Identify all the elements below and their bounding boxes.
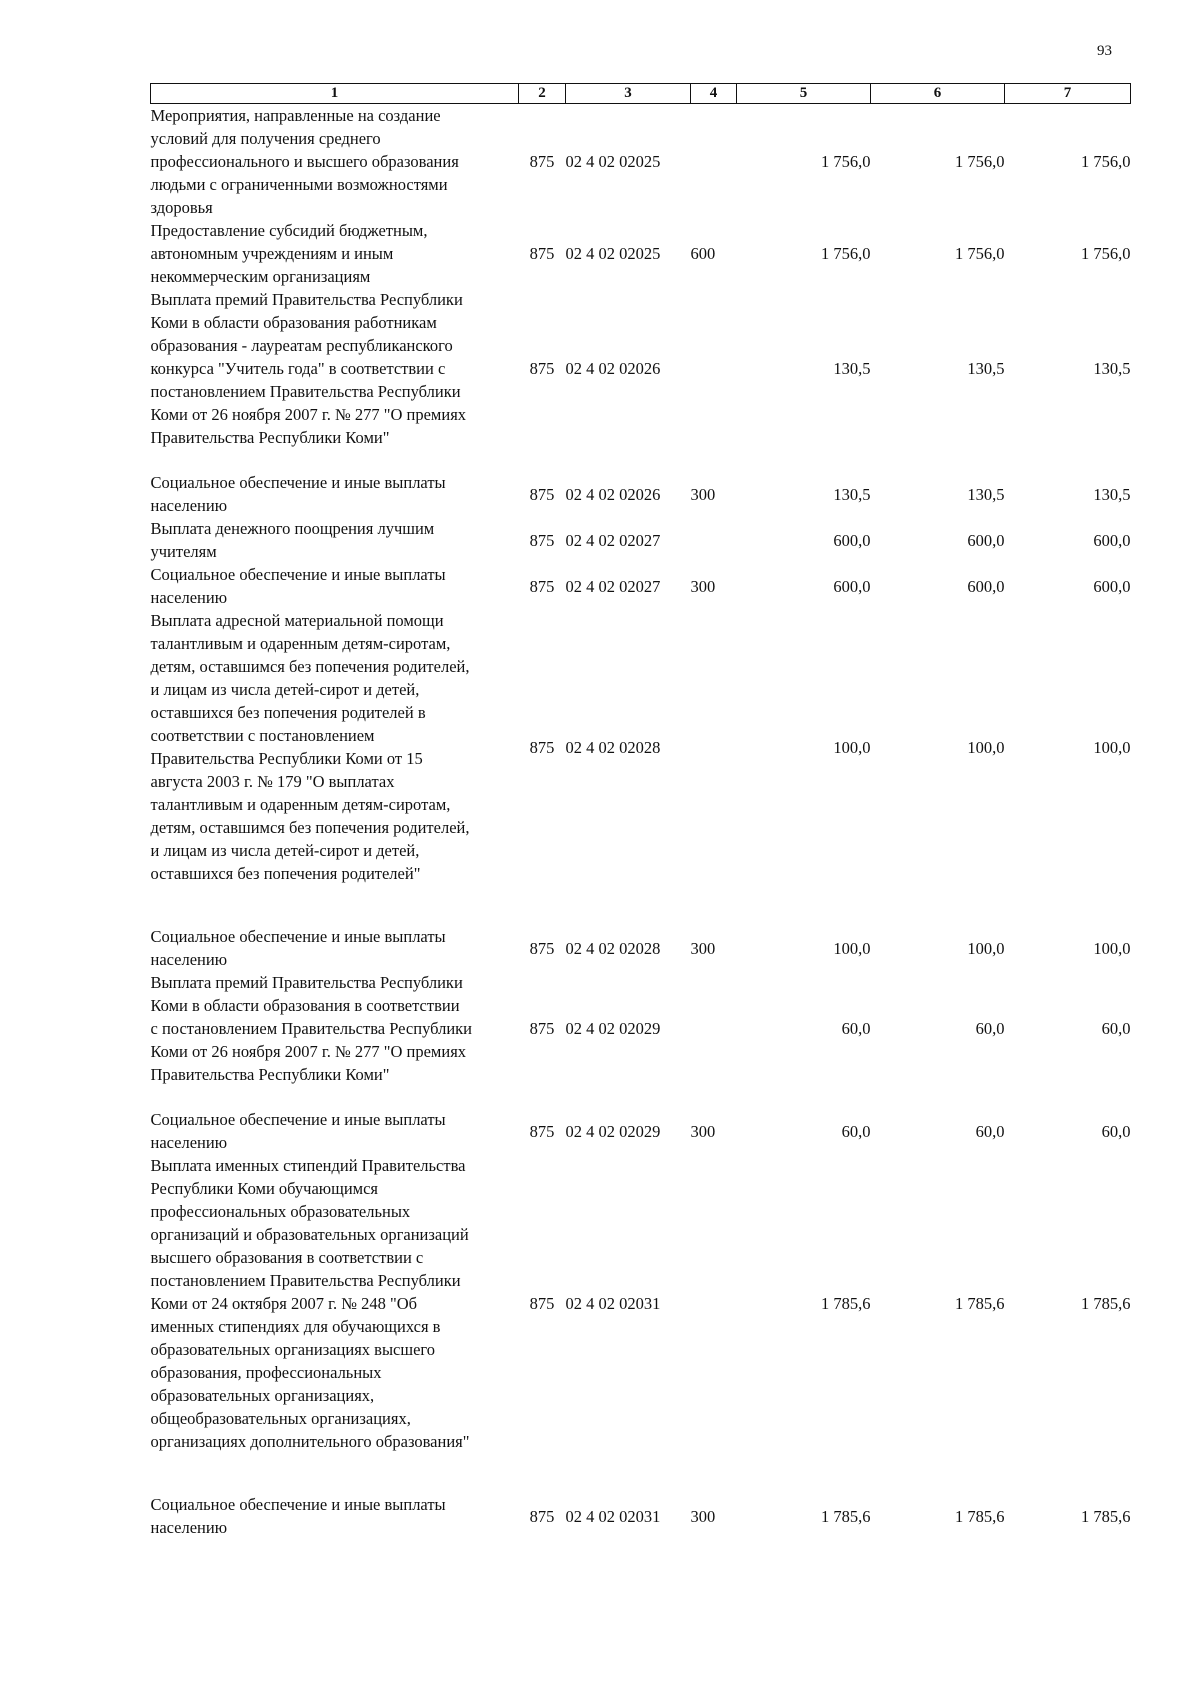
- row-value-col6: [871, 1154, 1005, 1453]
- row-admin-code-text: 875: [529, 484, 555, 504]
- row-value-col5-text: 1 785,6: [821, 1294, 871, 1313]
- row-value-col6: [871, 609, 1005, 885]
- row-expense-type: [691, 1154, 737, 1453]
- table-row: [151, 1493, 1131, 1539]
- row-value-col6-text: 100,0: [967, 737, 1005, 757]
- header-col-5: 5: [737, 84, 871, 104]
- row-name: [151, 104, 519, 220]
- row-value-col5-text: 130,5: [833, 359, 871, 378]
- budget-table: [150, 83, 1131, 1539]
- row-value-col6-text: 600,0: [967, 576, 1005, 596]
- header-col-7: 7: [1005, 84, 1131, 104]
- row-admin-code-text: 875: [529, 152, 555, 171]
- row-target-code: [566, 288, 691, 449]
- row-target-code: [566, 925, 691, 971]
- row-target-code-text: 02 4 02 02028: [565, 938, 661, 958]
- row-name-text: Выплата адресной материальной помощи талантливым и одаренным детям-сиротам, детям, оставшимся без попечения родителей, и лицам из числа детей-сирот и детей, оставшихся без попечения родителей в соответствии с постановлением Правительства Республики Коми от 15 августа 2003 г. № 179 "О выплатах талантливым и одаренным детям-сиротам, детям, оставшимся без попечения родителей, и лицам из числа детей-сирот и детей, оставшихся без попечения родителей": [150, 611, 470, 883]
- row-value-col7-text: 600,0: [1093, 576, 1131, 596]
- table-row: [151, 104, 1131, 220]
- row-value-col7: [1005, 1154, 1131, 1453]
- row-target-code: [566, 1108, 691, 1154]
- row-value-col5: [737, 1108, 871, 1154]
- row-admin-code-text: 875: [529, 938, 555, 958]
- row-value-col7-text: 130,5: [1093, 484, 1131, 504]
- row-value-col5: [737, 471, 871, 517]
- row-spacer-cell: [151, 1453, 1131, 1493]
- row-expense-type: [691, 104, 737, 220]
- row-admin-code-text: 875: [529, 1506, 555, 1526]
- row-value-col7-text: 1 785,6: [1081, 1506, 1131, 1526]
- row-spacer-cell: [151, 1086, 1131, 1108]
- row-admin-code: [519, 1108, 566, 1154]
- row-admin-code: [519, 219, 566, 288]
- table-body: [151, 104, 1131, 1540]
- header-col-6: 6: [871, 84, 1005, 104]
- row-target-code-text: 02 4 02 02026: [565, 484, 661, 504]
- row-value-col7-text: 600,0: [1093, 530, 1131, 550]
- header-col-3: 3: [566, 84, 691, 104]
- row-spacer: [151, 1086, 1131, 1108]
- table-row: [151, 1108, 1131, 1154]
- row-target-code-text: 02 4 02 02026: [565, 359, 661, 378]
- row-value-col7: [1005, 925, 1131, 971]
- table-row: [151, 925, 1131, 971]
- row-spacer: [151, 449, 1131, 471]
- row-name: [151, 1154, 519, 1453]
- row-name-text: Социальное обеспечение и иные выплаты населению: [150, 1495, 446, 1537]
- row-target-code: [566, 1154, 691, 1453]
- row-value-col6: [871, 563, 1005, 609]
- row-admin-code-text: 875: [529, 1294, 555, 1313]
- row-value-col5: [737, 104, 871, 220]
- row-value-col5-text: 600,0: [833, 576, 871, 596]
- row-value-col5: [737, 971, 871, 1086]
- row-admin-code: [519, 609, 566, 885]
- row-value-col6-text: 100,0: [967, 938, 1005, 958]
- row-value-col5-text: 1 756,0: [821, 244, 871, 263]
- row-value-col6: [871, 517, 1005, 563]
- table-row: [151, 563, 1131, 609]
- row-target-code: [566, 1493, 691, 1539]
- row-name-text: Выплата денежного поощрения лучшим учителям: [150, 519, 435, 561]
- row-value-col6-text: 130,5: [967, 359, 1005, 378]
- row-value-col7: [1005, 609, 1131, 885]
- header-col-2: 2: [519, 84, 566, 104]
- row-admin-code: [519, 1493, 566, 1539]
- row-value-col7-text: 1 785,6: [1081, 1294, 1131, 1313]
- row-name-text: Предоставление субсидий бюджетным, автономным учреждениям и иным некоммерческим организациям: [150, 221, 428, 286]
- row-value-col6: [871, 1108, 1005, 1154]
- row-target-code-text: 02 4 02 02029: [565, 1121, 661, 1141]
- row-admin-code: [519, 1154, 566, 1453]
- row-name: [151, 517, 519, 563]
- row-value-col5-text: 130,5: [833, 484, 871, 504]
- row-expense-type-text: 300: [690, 938, 716, 958]
- row-value-col6: [871, 288, 1005, 449]
- row-admin-code-text: 875: [529, 359, 555, 378]
- row-value-col7-text: 60,0: [1101, 1121, 1131, 1141]
- row-value-col7: [1005, 288, 1131, 449]
- row-name-text: Социальное обеспечение и иные выплаты населению: [150, 1110, 446, 1152]
- row-expense-type: [691, 563, 737, 609]
- row-admin-code-text: 875: [529, 576, 555, 596]
- row-name: [151, 471, 519, 517]
- row-target-code: [566, 517, 691, 563]
- row-name-text: Мероприятия, направленные на создание условий для получения среднего профессионального и высшего образования людьми с ограниченными возможностями здоровья: [150, 106, 459, 217]
- table-row: [151, 288, 1131, 449]
- row-name: [151, 288, 519, 449]
- header-row: [151, 84, 1131, 104]
- header-col-1: 1: [151, 84, 519, 104]
- row-value-col6: [871, 1493, 1005, 1539]
- row-value-col7-text: 1 756,0: [1081, 244, 1131, 263]
- row-target-code-text: 02 4 02 02025: [565, 152, 661, 171]
- row-expense-type-text: 300: [690, 1506, 716, 1526]
- row-value-col5-text: 1 756,0: [821, 152, 871, 171]
- header-col-4: 4: [691, 84, 737, 104]
- row-name-text: Социальное обеспечение и иные выплаты населению: [150, 473, 446, 515]
- row-spacer-cell: [151, 449, 1131, 471]
- row-value-col5-text: 600,0: [833, 530, 871, 550]
- row-admin-code-text: 875: [529, 1019, 555, 1038]
- row-value-col5: [737, 288, 871, 449]
- row-target-code: [566, 609, 691, 885]
- row-expense-type: [691, 971, 737, 1086]
- row-value-col5-text: 100,0: [833, 938, 871, 958]
- row-expense-type-text: 300: [690, 576, 716, 596]
- row-expense-type: [691, 925, 737, 971]
- row-target-code-text: 02 4 02 02029: [565, 1019, 661, 1038]
- row-name-text: Социальное обеспечение и иные выплаты населению: [150, 565, 446, 607]
- row-value-col6: [871, 925, 1005, 971]
- row-name: [151, 1108, 519, 1154]
- row-target-code: [566, 104, 691, 220]
- row-admin-code: [519, 563, 566, 609]
- row-value-col5: [737, 563, 871, 609]
- row-value-col6-text: 60,0: [975, 1121, 1005, 1141]
- row-value-col7-text: 130,5: [1093, 359, 1131, 378]
- row-admin-code: [519, 471, 566, 517]
- row-target-code-text: 02 4 02 02031: [565, 1294, 661, 1313]
- row-target-code-text: 02 4 02 02031: [565, 1506, 661, 1526]
- row-name-text: Выплата именных стипендий Правительства Республики Коми обучающимся профессиональных образовательных организаций и образовательных организаций высшего образования в соответствии с постановлением Правительства Республики Коми от 24 октября 2007 г. № 248 "Об именных стипендиях для обучающихся в образовательных организациях высшего образования, профессиональных образовательных организациях, общеобразовательных организациях, организациях дополнительного образования": [150, 1156, 470, 1451]
- row-expense-type: [691, 517, 737, 563]
- row-name-text: Выплата премий Правительства Республики Коми в области образования работникам образования - лауреатам республиканского конкурса "Учитель года" в соответствии с постановлением Правительства Республики Коми от 26 ноября 2007 г. № 277 "О премиях Правительства Республики Коми": [150, 290, 467, 447]
- row-name: [151, 971, 519, 1086]
- row-value-col6: [871, 219, 1005, 288]
- row-value-col7: [1005, 563, 1131, 609]
- row-admin-code: [519, 104, 566, 220]
- row-expense-type: [691, 609, 737, 885]
- row-name: [151, 609, 519, 885]
- row-admin-code: [519, 288, 566, 449]
- row-value-col5: [737, 1154, 871, 1453]
- row-value-col5-text: 1 785,6: [821, 1506, 871, 1526]
- table-row: [151, 219, 1131, 288]
- row-name: [151, 219, 519, 288]
- row-value-col5: [737, 609, 871, 885]
- row-name: [151, 925, 519, 971]
- row-expense-type: [691, 288, 737, 449]
- row-target-code-text: 02 4 02 02027: [565, 530, 661, 550]
- row-expense-type-text: 600: [690, 244, 716, 263]
- row-value-col6-text: 1 756,0: [955, 152, 1005, 171]
- row-admin-code-text: 875: [529, 530, 555, 550]
- row-spacer: [151, 885, 1131, 925]
- row-value-col7: [1005, 104, 1131, 220]
- row-value-col7: [1005, 219, 1131, 288]
- row-value-col7-text: 100,0: [1093, 737, 1131, 757]
- table-row: [151, 471, 1131, 517]
- row-value-col7-text: 100,0: [1093, 938, 1131, 958]
- row-name: [151, 563, 519, 609]
- row-admin-code: [519, 971, 566, 1086]
- row-target-code: [566, 219, 691, 288]
- row-value-col6-text: 600,0: [967, 530, 1005, 550]
- row-value-col7: [1005, 517, 1131, 563]
- row-name-text: Социальное обеспечение и иные выплаты населению: [150, 927, 446, 969]
- row-admin-code-text: 875: [529, 1121, 555, 1141]
- row-expense-type-text: 300: [690, 1121, 716, 1141]
- row-expense-type: [691, 1108, 737, 1154]
- row-value-col7-text: 60,0: [1101, 1019, 1131, 1038]
- table-row: [151, 971, 1131, 1086]
- row-value-col6-text: 1 785,6: [955, 1506, 1005, 1526]
- row-value-col5: [737, 517, 871, 563]
- row-value-col7: [1005, 471, 1131, 517]
- row-admin-code: [519, 925, 566, 971]
- row-value-col6-text: 1 756,0: [955, 244, 1005, 263]
- row-value-col6: [871, 971, 1005, 1086]
- row-value-col6-text: 60,0: [975, 1019, 1005, 1038]
- row-value-col5-text: 60,0: [841, 1121, 871, 1141]
- row-value-col7: [1005, 971, 1131, 1086]
- row-target-code: [566, 971, 691, 1086]
- row-name-text: Выплата премий Правительства Республики Коми в области образования в соответствии с постановлением Правительства Республики Коми от 26 ноября 2007 г. № 277 "О премиях Правительства Республики Коми": [150, 973, 472, 1084]
- row-value-col7: [1005, 1108, 1131, 1154]
- row-value-col6: [871, 104, 1005, 220]
- row-target-code-text: 02 4 02 02027: [565, 576, 661, 596]
- row-admin-code-text: 875: [529, 244, 555, 263]
- row-value-col7-text: 1 756,0: [1081, 152, 1131, 171]
- row-value-col7: [1005, 1493, 1131, 1539]
- row-value-col6: [871, 471, 1005, 517]
- row-value-col5-text: 60,0: [841, 1019, 871, 1038]
- row-spacer-cell: [151, 885, 1131, 925]
- row-value-col5-text: 100,0: [833, 737, 871, 757]
- row-expense-type-text: 300: [690, 484, 716, 504]
- row-value-col5: [737, 925, 871, 971]
- row-target-code-text: 02 4 02 02025: [565, 244, 661, 263]
- row-value-col6-text: 130,5: [967, 484, 1005, 504]
- row-value-col5: [737, 219, 871, 288]
- row-expense-type: [691, 219, 737, 288]
- table-row: [151, 517, 1131, 563]
- row-target-code: [566, 563, 691, 609]
- row-target-code-text: 02 4 02 02028: [565, 737, 661, 757]
- table-row: [151, 609, 1131, 885]
- row-expense-type: [691, 1493, 737, 1539]
- table-row: [151, 1154, 1131, 1453]
- row-admin-code: [519, 517, 566, 563]
- row-spacer: [151, 1453, 1131, 1493]
- row-expense-type: [691, 471, 737, 517]
- page-number: 93: [1097, 43, 1112, 59]
- row-admin-code-text: 875: [529, 737, 555, 757]
- row-value-col6-text: 1 785,6: [955, 1294, 1005, 1313]
- row-name: [151, 1493, 519, 1539]
- row-value-col5: [737, 1493, 871, 1539]
- row-target-code: [566, 471, 691, 517]
